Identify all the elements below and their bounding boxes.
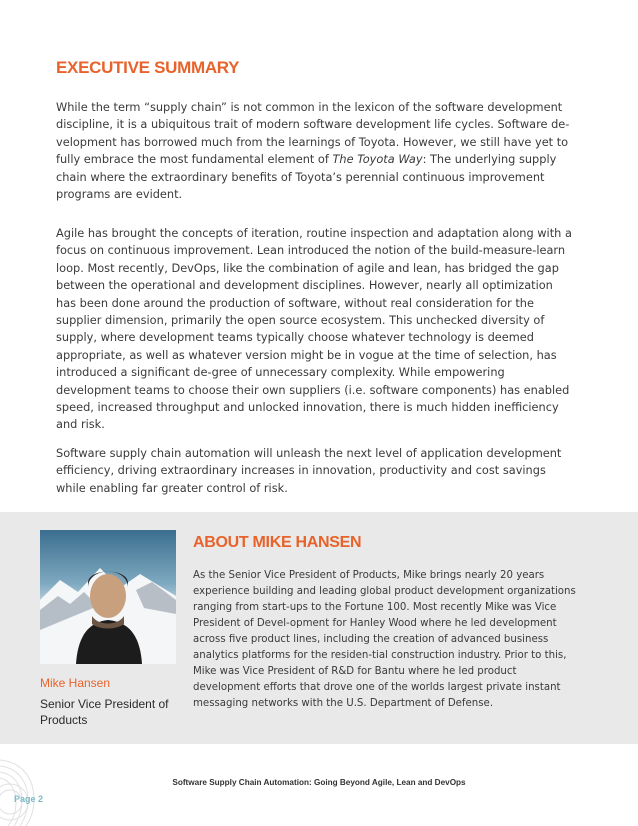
toyota-way-title: The Toyota Way <box>332 152 423 167</box>
executive-summary-heading: EXECUTIVE SUMMARY <box>56 58 240 77</box>
author-photo <box>40 530 176 664</box>
footer-document-title: Software Supply Chain Automation: Going Beyond Agile, Lean and DevOps <box>172 778 466 787</box>
summary-paragraph-2 <box>56 225 572 434</box>
photo-caption-title: Senior Vice President of Products <box>40 697 169 727</box>
summary-paragraph-1-text-end: : The underlying supply chain where the extraordinary benefits of Toyota’s perennial continuous improvement programs are evident. <box>56 152 557 202</box>
summary-paragraph-2-text: Agile has brought the concepts of iteration, routine inspection and adaptation along with a focus on continuous improvement. Lean introduced the notion of the build-measure-learn loop. Most recently, DevOps, like the combination of agile and lean, has bridged the gap between the operational and development disciplines. However, nearly all optimization has been done around the production of software, without real consideration for the supplier dimension, primarily the open source ecosystem. This unchecked diversity of supply, where development teams typically choose whatever technology is deemed appropriate, as well as whatever version might be in vogue at the time of selection, has introduced a significant de-gree of unnecessary complexity. While empowering development teams to choose their own suppliers (i.e. software components) has enabled speed, increased throughput and unlocked innovation, there is much hidden inefficiency and risk. <box>56 226 572 432</box>
photo-caption-name: Mike Hansen <box>40 676 111 690</box>
summary-paragraph-3 <box>56 445 572 497</box>
summary-paragraph-3-text: Software supply chain automation will unleash the next level of application development efficiency, driving extraordinary increases in innovation, productivity and cost savings while enabling far greater control of risk. <box>56 446 562 495</box>
about-heading: ABOUT MIKE HANSEN <box>193 534 362 551</box>
summary-paragraph-1-text: While the term “supply chain” is not common in the lexicon of the software development discipline, it is a ubiquitous trait of modern software development life cycles. Software de-velopment has borrowed much from the learnings of Toyota. However, we still have yet to fully embrace the most fundamental element of <box>56 100 570 167</box>
author-photo-illustration <box>40 530 176 664</box>
face <box>90 574 126 618</box>
page-number: Page 2 <box>14 794 44 804</box>
summary-paragraph-1 <box>56 99 572 203</box>
about-paragraph: As the Senior Vice President of Products, Mike brings nearly 20 years experience building and leading global product development organizations ranging from start-ups to the Fortune 100. Most recently Mike was Vice President of Devel-opment for Hanley Wood where he led development across five product lines, including the creation of advanced business analytics platforms for the residen-tial construction industry. Prior to this, Mike was Vice President of R&D for Bantu where he led product development efforts that drove one of the worlds largest private instant messaging networks with the U.S. Department of Defense. <box>193 570 576 710</box>
